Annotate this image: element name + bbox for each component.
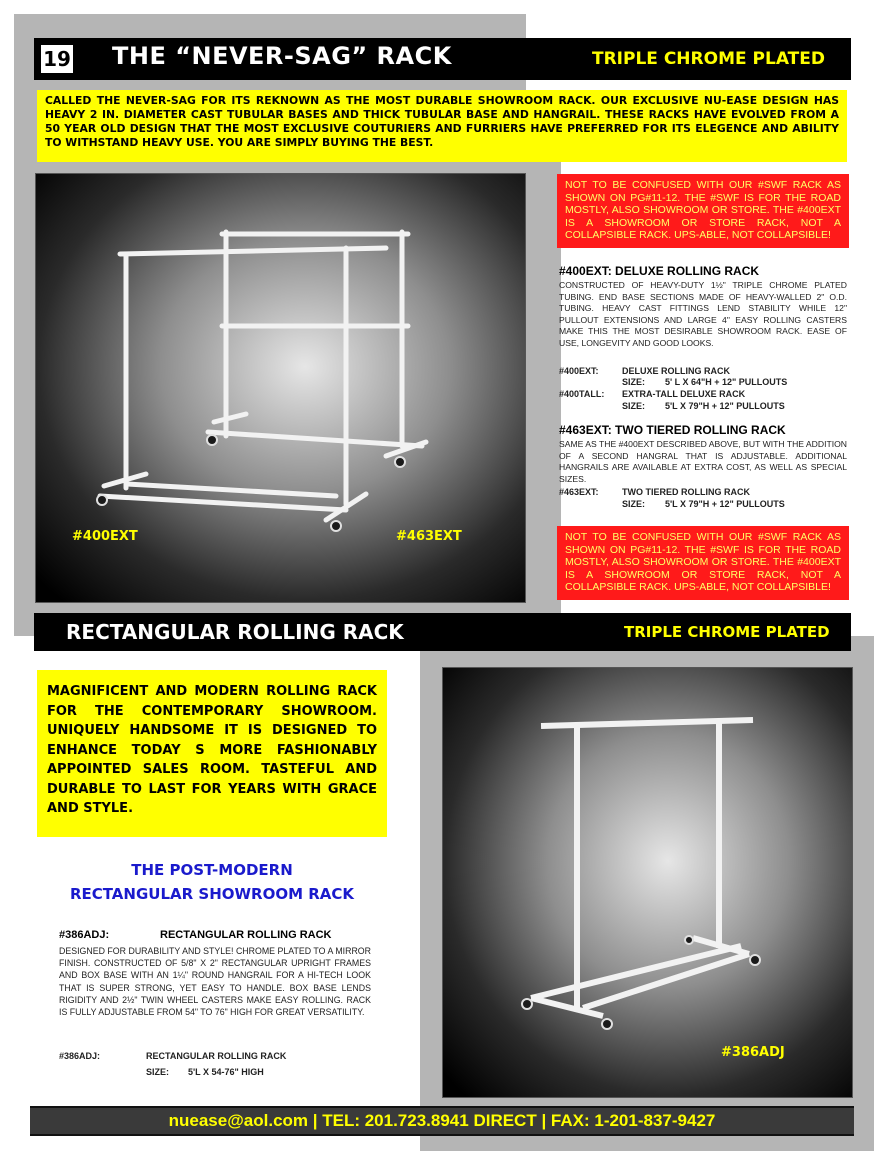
spec-400tall-code: #400TALL: (559, 389, 605, 399)
spec-463ext-size: 5'L X 79"H + 12" PULLOUTS (665, 499, 785, 509)
bottom-section-tag: TRIPLE CHROME PLATED (624, 623, 830, 641)
product-400ext-title: #400EXT: DELUXE ROLLING RACK (559, 264, 760, 278)
spec-400ext-size: 5' L X 64"H + 12" PULLOUTS (665, 377, 788, 387)
page-number-badge (38, 42, 76, 76)
top-product-photo (35, 173, 526, 603)
product-463ext-description: SAME AS THE #400EXT DESCRIBED ABOVE, BUT WITH THE ADDITION OF A SECOND HANGRAL THAT IS ADJUSTABLE. ADDITIONAL HANGRAILS ARE AVAILABLE AT EXTRA COST, AS WELL AS SPECIAL SIZES. (559, 439, 847, 484)
warning-text-1: NOT TO BE CONFUSED WITH OUR #SWF RACK AS SHOWN ON PG#11-12. THE #SWF IS FOR THE ROAD MOSTLY, ALSO SHOWROOM OR STORE. THE #400EXT IS A SHOWROOM OR STORE RACK, NOT A COLLAPSIBLE RACK. UPS-ABLE, NOT COLLAPSIBLE! (565, 179, 841, 241)
bottom-intro-text: MAGNIFICENT AND MODERN ROLLING RACK FOR THE CONTEMPORARY SHOWROOM. UNIQUELY HANDSOME IT IS DESIGNED TO ENHANCE TODAY S MORE FASHIONABLY APPOINTED SALES ROOM. TASTEFUL AND DURABLE TO LAST FOR YEARS WITH GRACE AND STYLE. (47, 684, 377, 816)
subtitle-line-2: RECTANGULAR SHOWROOM RACK (69, 885, 355, 903)
product-463ext-title: #463EXT: TWO TIERED ROLLING RACK (559, 423, 786, 437)
spec-386adj-size-label: SIZE: (146, 1067, 170, 1077)
warning-box-2 (557, 526, 849, 600)
footer-bar (30, 1106, 854, 1136)
rectangular-rack-illustration (443, 668, 852, 1097)
warning-box-1 (557, 174, 849, 248)
bottom-section-title: RECTANGULAR ROLLING RACK (66, 620, 404, 644)
spec-400tall-size: 5'L X 79"H + 12" PULLOUTS (665, 401, 785, 411)
footer-contact: nuease@aol.com | TEL: 201.723.8941 DIRECT | FAX: 1-201-837-9427 (168, 1111, 716, 1130)
top-section-tag: TRIPLE CHROME PLATED (592, 49, 825, 69)
product-386adj-name: RECTANGULAR ROLLING RACK (160, 929, 332, 941)
warning-text-2: NOT TO BE CONFUSED WITH OUR #SWF RACK AS SHOWN ON PG#11-12. THE #SWF IS FOR THE ROAD MOSTLY, ALSO SHOWROOM OR STORE. THE #400EXT IS A SHOWROOM OR STORE RACK, NOT A COLLAPSIBLE RACK. UPS-ABLE, NOT COLLAPSIBLE! (565, 531, 841, 593)
page-number: 19 (43, 47, 71, 71)
top-grey-panel-right (526, 160, 561, 636)
product-386adj-description: DESIGNED FOR DURABILITY AND STYLE! CHROME PLATED TO A MIRROR FINISH. CONSTRUCTED OF 5/8" X 2" RECTANGULAR UPRIGHT FRAMES AND BOX BASE WITH AN 1¼" ROUND HANGRAIL FOR A HI-TECH LOOK THAT IS SUPER STRONG, YET EASY TO HANDLE. BOX BASE LENDS RIGIDITY AND 2½" TWIN WHEEL CASTERS MAKE EASY ROLLING. RACK IS FULLY ADJUSTABLE FROM 54" TO 76" HIGH FOR GREAT VERSATILITY. (59, 946, 371, 1018)
product-386adj-code: #386ADJ: (59, 929, 110, 941)
photo-label-463ext: #463EXT (396, 529, 462, 544)
subtitle-line-1: THE POST-MODERN (131, 861, 293, 879)
top-intro-box (37, 90, 847, 162)
post-modern-subtitle (37, 858, 387, 906)
product-463ext (559, 423, 847, 485)
spec-400tall-size-label: SIZE: (622, 401, 646, 411)
spec-463ext-code: #463EXT: (559, 487, 599, 497)
top-section-title: THE “NEVER-SAG” RACK (112, 42, 452, 70)
bottom-product-photo (442, 667, 853, 1098)
spec-400ext-code: #400EXT: (559, 366, 599, 376)
spec-386adj-name: RECTANGULAR ROLLING RACK (146, 1051, 287, 1061)
photo-label-400ext: #400EXT (72, 529, 138, 544)
spec-400ext-name: DELUXE ROLLING RACK (622, 366, 730, 376)
spec-463ext-size-label: SIZE: (622, 499, 646, 509)
bottom-intro-box (37, 670, 387, 837)
product-400ext-description: CONSTRUCTED OF HEAVY-DUTY 1½" TRIPLE CHROME PLATED TUBING. END BASE SECTIONS MADE OF HEAVY-WALLED 2" O.D. TUBING. HEAVY CAST FITTINGS LEND STABILITY WHILE 12" PULLOUT EXTENSIONS AND LARGE 4" EASY ROLLING CASTERS MAKE THIS THE MOST DESIRABLE SHOWROOM RACK. EASE OF USE, LONGEVITY AND GOOD LOOKS. (559, 280, 847, 348)
spec-463ext-name: TWO TIERED ROLLING RACK (622, 487, 750, 497)
spec-400tall-name: EXTRA-TALL DELUXE RACK (622, 389, 746, 399)
product-400ext (559, 264, 847, 349)
top-intro-text: CALLED THE NEVER-SAG FOR ITS REKNOWN AS THE MOST DURABLE SHOWROOM RACK. OUR EXCLUSIVE NU-EASE DESIGN HAS HEAVY 2 IN. DIAMETER CAST TUBULAR BASES AND THICK TUBULAR BASE AND HANGRAIL. THESE RACKS HAVE EVOLVED FROM A 50 YEAR OLD DESIGN THAT THE MOST EXCLUSIVE COUTURIERS AND FURRIERS HAVE PREFERRED FOR ITS ELEGENCE AND ABILITY TO WITHSTAND HEAVY USE. YOU ARE SIMPLY BUYING THE BEST. (45, 94, 839, 149)
spec-386adj-size: 5'L X 54-76" HIGH (188, 1067, 264, 1077)
spec-400ext-size-label: SIZE: (622, 377, 646, 387)
spec-386adj-code: #386ADJ: (59, 1051, 101, 1061)
photo-label-386adj: #386ADJ (721, 1045, 785, 1060)
